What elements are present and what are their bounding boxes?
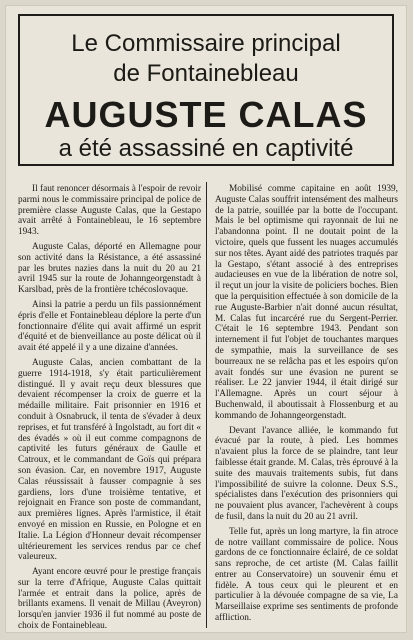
paragraph: Auguste Calas, déporté en Allemagne pour son activité dans la Résistance, a été assassiné par les brutes nazies dans la nuit du 20 au 21 avril 1945 sur la route de Johanngeorgenstadt à Karslbad, près de la frontière tchécoslovaque. xyxy=(18,241,201,296)
column-divider xyxy=(206,182,207,628)
article xyxy=(6,6,406,632)
paragraph: Ainsi la patrie a perdu un fils passionnément épris d'elle et Fontainebleau déplore la perte d'un fonctionnaire d'élite qui avait affirmé un esprit d'équité et de bienveillance au poste délicat où il avait été appelé il y a une dizaine d'années. xyxy=(18,299,201,354)
paragraph: Mobilisé comme capitaine en août 1939, Auguste Calas souffrit intensément des malheurs de la patrie, souillée par la botte de l'occupant. Mais le bel optimisme qui rayonnait de lui ne l'abandonna point. Il ne doutait point de la victoire, quels que fussent les nuages accumulés sur nos têtes. Ayant aidé des patriotes traqués par la Gestapo, s'étant associé à des entreprises audacieuses en vue de la libération de notre sol, il reçut un jour la visite de policiers boches. Bien que la perquisition effectuée à son domicile de la rue Auguste-Barbier n'ait donné aucun résultat, M. Calas fut incarcéré rue du Sergent-Perrier. C'était le 16 septembre 1943. Pendant son internement il fut l'objet de touchantes marques de sympathie, mais la surveillance de ses bourreaux ne se relâcha pas et les espoirs qu'on avait fondés sur une évasion ne purent se réaliser. Le 22 janvier 1944, il était dirigé sur l'Allemagne. Après un court séjour à Buchenwald, il aboutissait à Flossenburg et au kommando de Johanngeorgenstadt. xyxy=(215,184,398,421)
paragraph: Ayant encore œuvré pour le prestige français sur la terre d'Afrique, Auguste Calas quittait l'armée et entrait dans la police, après de brillants examens. Il venait de Millau (Aveyron) lorsqu'en janvier 1936 il fut nommé au poste de choix de Fontainebleau. xyxy=(18,567,201,632)
paragraph: Devant l'avance alliée, le kommando fut évacué par la route, à pied. Les hommes n'avaient plus la force de se plaindre, tant leur faiblesse était grande. M. Calas, très éprouvé à la suite des mauvais traitements subis, fut dans l'impossibilité de suivre la colonne. Deux S.S., spécialistes dans l'exécution des prisonniers qui ne pouvaient plus avancer, l'achevèrent à coups de fusil, dans la nuit du 20 au 21 avril. xyxy=(215,425,398,522)
headline-line-4: a été assassiné en captivité xyxy=(58,135,354,162)
paragraph: Auguste Calas, ancien combattant de la guerre 1914-1918, s'y était particulièrement distingué. Il y avait reçu deux blessures que devaient récompenser la croix de guerre et la médaille militaire. Fait prisonnier en 1916 et conduit à Osnabruck, il tenta de s'évader à deux reprises, et fut transféré à Ingolstadt, au fort dit « des évadés » où il eut comme compagnons de captivité les futurs généraux de Gaulle et Catroux, et le commandant de Goïs qui prépara son évasion. Car, en novembre 1917, Auguste Calas réussissait à fausser compagnie à ses gardiens, lors d'une troisième tentative, et rejoignait en France son poste de commandant, aux premières lignes. Après l'armistice, il était envoyé en mission en Russie, en Pologne et en Italie. La Légion d'Honneur devait récompenser ultérieurement les services rendus par ce chef valeureux. xyxy=(18,357,201,563)
paragraph: Il faut renoncer désormais à l'espoir de revoir parmi nous le commissaire principal de police de première classe Auguste Calas, que la Gestapo avait arrêté à Fontainebleau, le 16 septembre 1943. xyxy=(18,184,201,238)
article-column-left xyxy=(18,184,201,632)
paragraph: Telle fut, après un long martyre, la fin atroce de notre vaillant commissaire de police. Nous gardons de ce fonctionnaire éclairé, de ce soldat sans reproche, de cet artiste (M. Calas faillit entrer au Conservatoire) un souvenir ému et fidèle. A tous ceux qui le pleurent et en particulier à la dévouée compagne de sa vie, La Marseillaise exprime ses sentiments de profonde affliction. xyxy=(215,526,398,624)
article-column-right xyxy=(215,184,398,624)
headline-line-2: de Fontainebleau xyxy=(113,60,299,87)
headline-name: AUGUSTE CALAS xyxy=(44,94,368,135)
headline-box xyxy=(18,14,394,166)
headline-line-1: Le Commissaire principal xyxy=(71,30,341,57)
